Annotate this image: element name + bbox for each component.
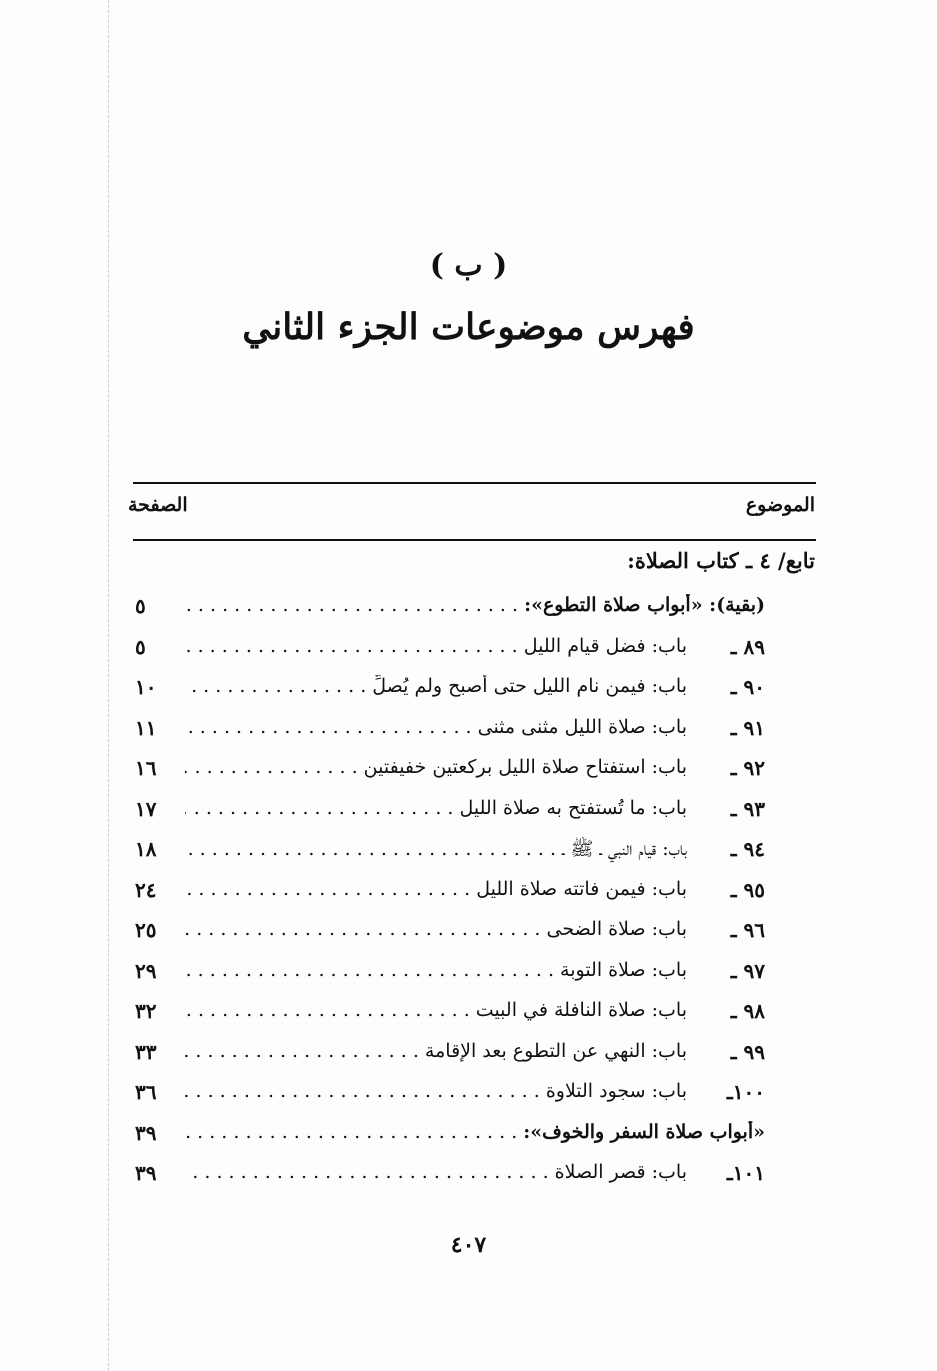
toc-row bbox=[135, 1157, 765, 1198]
toc-row-title: باب: سجود التلاوة . . . bbox=[185, 1080, 687, 1102]
toc-row-number: ٩٨ ـ bbox=[730, 999, 765, 1023]
toc-row-number: ١٠٠ـ bbox=[726, 1080, 765, 1104]
toc-row-title: (بقية): «أبواب صلاة التطوع»: . . . bbox=[185, 594, 765, 616]
toc-row-number: ٩٠ ـ bbox=[730, 675, 765, 699]
toc-row bbox=[135, 671, 765, 712]
toc-row-number: ٩٢ ـ bbox=[730, 756, 765, 780]
toc-row bbox=[135, 631, 765, 672]
toc-row-title: «أبواب صلاة السفر والخوف»: . . . bbox=[185, 1121, 765, 1143]
toc-row-title: باب: صلاة التوبة . . . bbox=[185, 959, 687, 981]
toc-row bbox=[135, 793, 765, 834]
toc-row bbox=[135, 833, 765, 874]
toc-row-title: باب: صلاة الضحى . . . bbox=[185, 918, 687, 940]
toc-row-number: ١٠١ـ bbox=[726, 1161, 765, 1185]
page-number: ٤٠٧ bbox=[450, 1232, 487, 1258]
toc-row-page: ١٠ bbox=[135, 675, 157, 699]
toc-row-page: ٣٢ bbox=[135, 999, 157, 1023]
toc-row-page: ١٦ bbox=[135, 756, 157, 780]
toc-row-page: ٥ bbox=[135, 594, 146, 618]
toc-row-title: باب: قصر الصلاة . . . bbox=[185, 1161, 687, 1183]
toc-row bbox=[135, 1036, 765, 1077]
toc-row-page: ٢٤ bbox=[135, 877, 157, 902]
toc-row-title: باب: فيمن نام الليل حتى أصبح ولم يُصلِّ . . . bbox=[185, 675, 687, 697]
toc-row-number: ٩٤ ـ bbox=[730, 837, 765, 861]
toc-row-page: ١١ bbox=[135, 715, 157, 740]
toc-row bbox=[135, 914, 765, 955]
toc-row bbox=[135, 752, 765, 793]
toc-row-title: باب: صلاة النافلة في البيت . . . bbox=[185, 999, 687, 1021]
toc-row-page: ٣٦ bbox=[135, 1080, 157, 1104]
toc-row-page: ٣٣ bbox=[135, 1039, 157, 1064]
scan-margin-line bbox=[108, 0, 109, 1371]
top-rule bbox=[133, 482, 816, 484]
toc-row-title: باب: فضل قيام الليل . . . bbox=[185, 635, 687, 657]
toc-row-page: ٣٩ bbox=[135, 1161, 157, 1185]
page-column-header: الصفحة bbox=[128, 494, 188, 516]
toc-row-title: باب: قيام النبي ـ ﷺ ـ . . . bbox=[185, 837, 687, 865]
toc-row-page: ٣٩ bbox=[135, 1120, 157, 1145]
toc-row-title: باب: فيمن فاتته صلاة الليل . . . bbox=[185, 878, 687, 900]
toc-row-title: باب: ما تُستفتح به صلاة الليل . . . bbox=[185, 797, 687, 819]
toc-row-number: ٩٩ ـ bbox=[730, 1039, 765, 1064]
toc-row-page: ١٧ bbox=[135, 796, 157, 821]
toc-row-title: باب: النهي عن التطوع بعد الإقامة . . . bbox=[185, 1040, 687, 1062]
toc-row-number: ٩٥ ـ bbox=[730, 877, 765, 902]
toc-row-number: ٩٣ ـ bbox=[730, 796, 765, 821]
toc-row bbox=[135, 590, 765, 631]
toc-row-title: باب: صلاة الليل مثنى مثنى . . . bbox=[185, 716, 687, 738]
toc-row bbox=[135, 874, 765, 915]
chapter-heading: تابع/ ٤ ـ كتاب الصلاة: bbox=[627, 548, 815, 573]
toc-row-page: ٢٩ bbox=[135, 958, 157, 983]
toc-row-number: ٨٩ ـ bbox=[730, 634, 765, 659]
section-letter: ( ب ) bbox=[429, 248, 508, 283]
toc-row bbox=[135, 955, 765, 996]
header-rule bbox=[133, 539, 816, 541]
toc-row bbox=[135, 712, 765, 753]
toc-row-number: ٩٦ ـ bbox=[730, 918, 765, 942]
toc-row-number: ٩٧ ـ bbox=[730, 958, 765, 983]
page-title: فهرس موضوعات الجزء الثاني bbox=[242, 306, 695, 348]
toc-row bbox=[135, 1076, 765, 1117]
toc-list bbox=[135, 590, 765, 1198]
topic-column-header: الموضوع bbox=[745, 494, 815, 516]
toc-row-title: باب: استفتاح صلاة الليل بركعتين خفيفتين . . . bbox=[185, 756, 687, 778]
toc-row-page: ٢٥ bbox=[135, 918, 157, 942]
toc-row bbox=[135, 995, 765, 1036]
toc-row-page: ١٨ bbox=[135, 837, 157, 861]
toc-row-number: ٩١ ـ bbox=[730, 715, 765, 740]
toc-row bbox=[135, 1117, 765, 1158]
toc-row-page: ٥ bbox=[135, 634, 146, 659]
